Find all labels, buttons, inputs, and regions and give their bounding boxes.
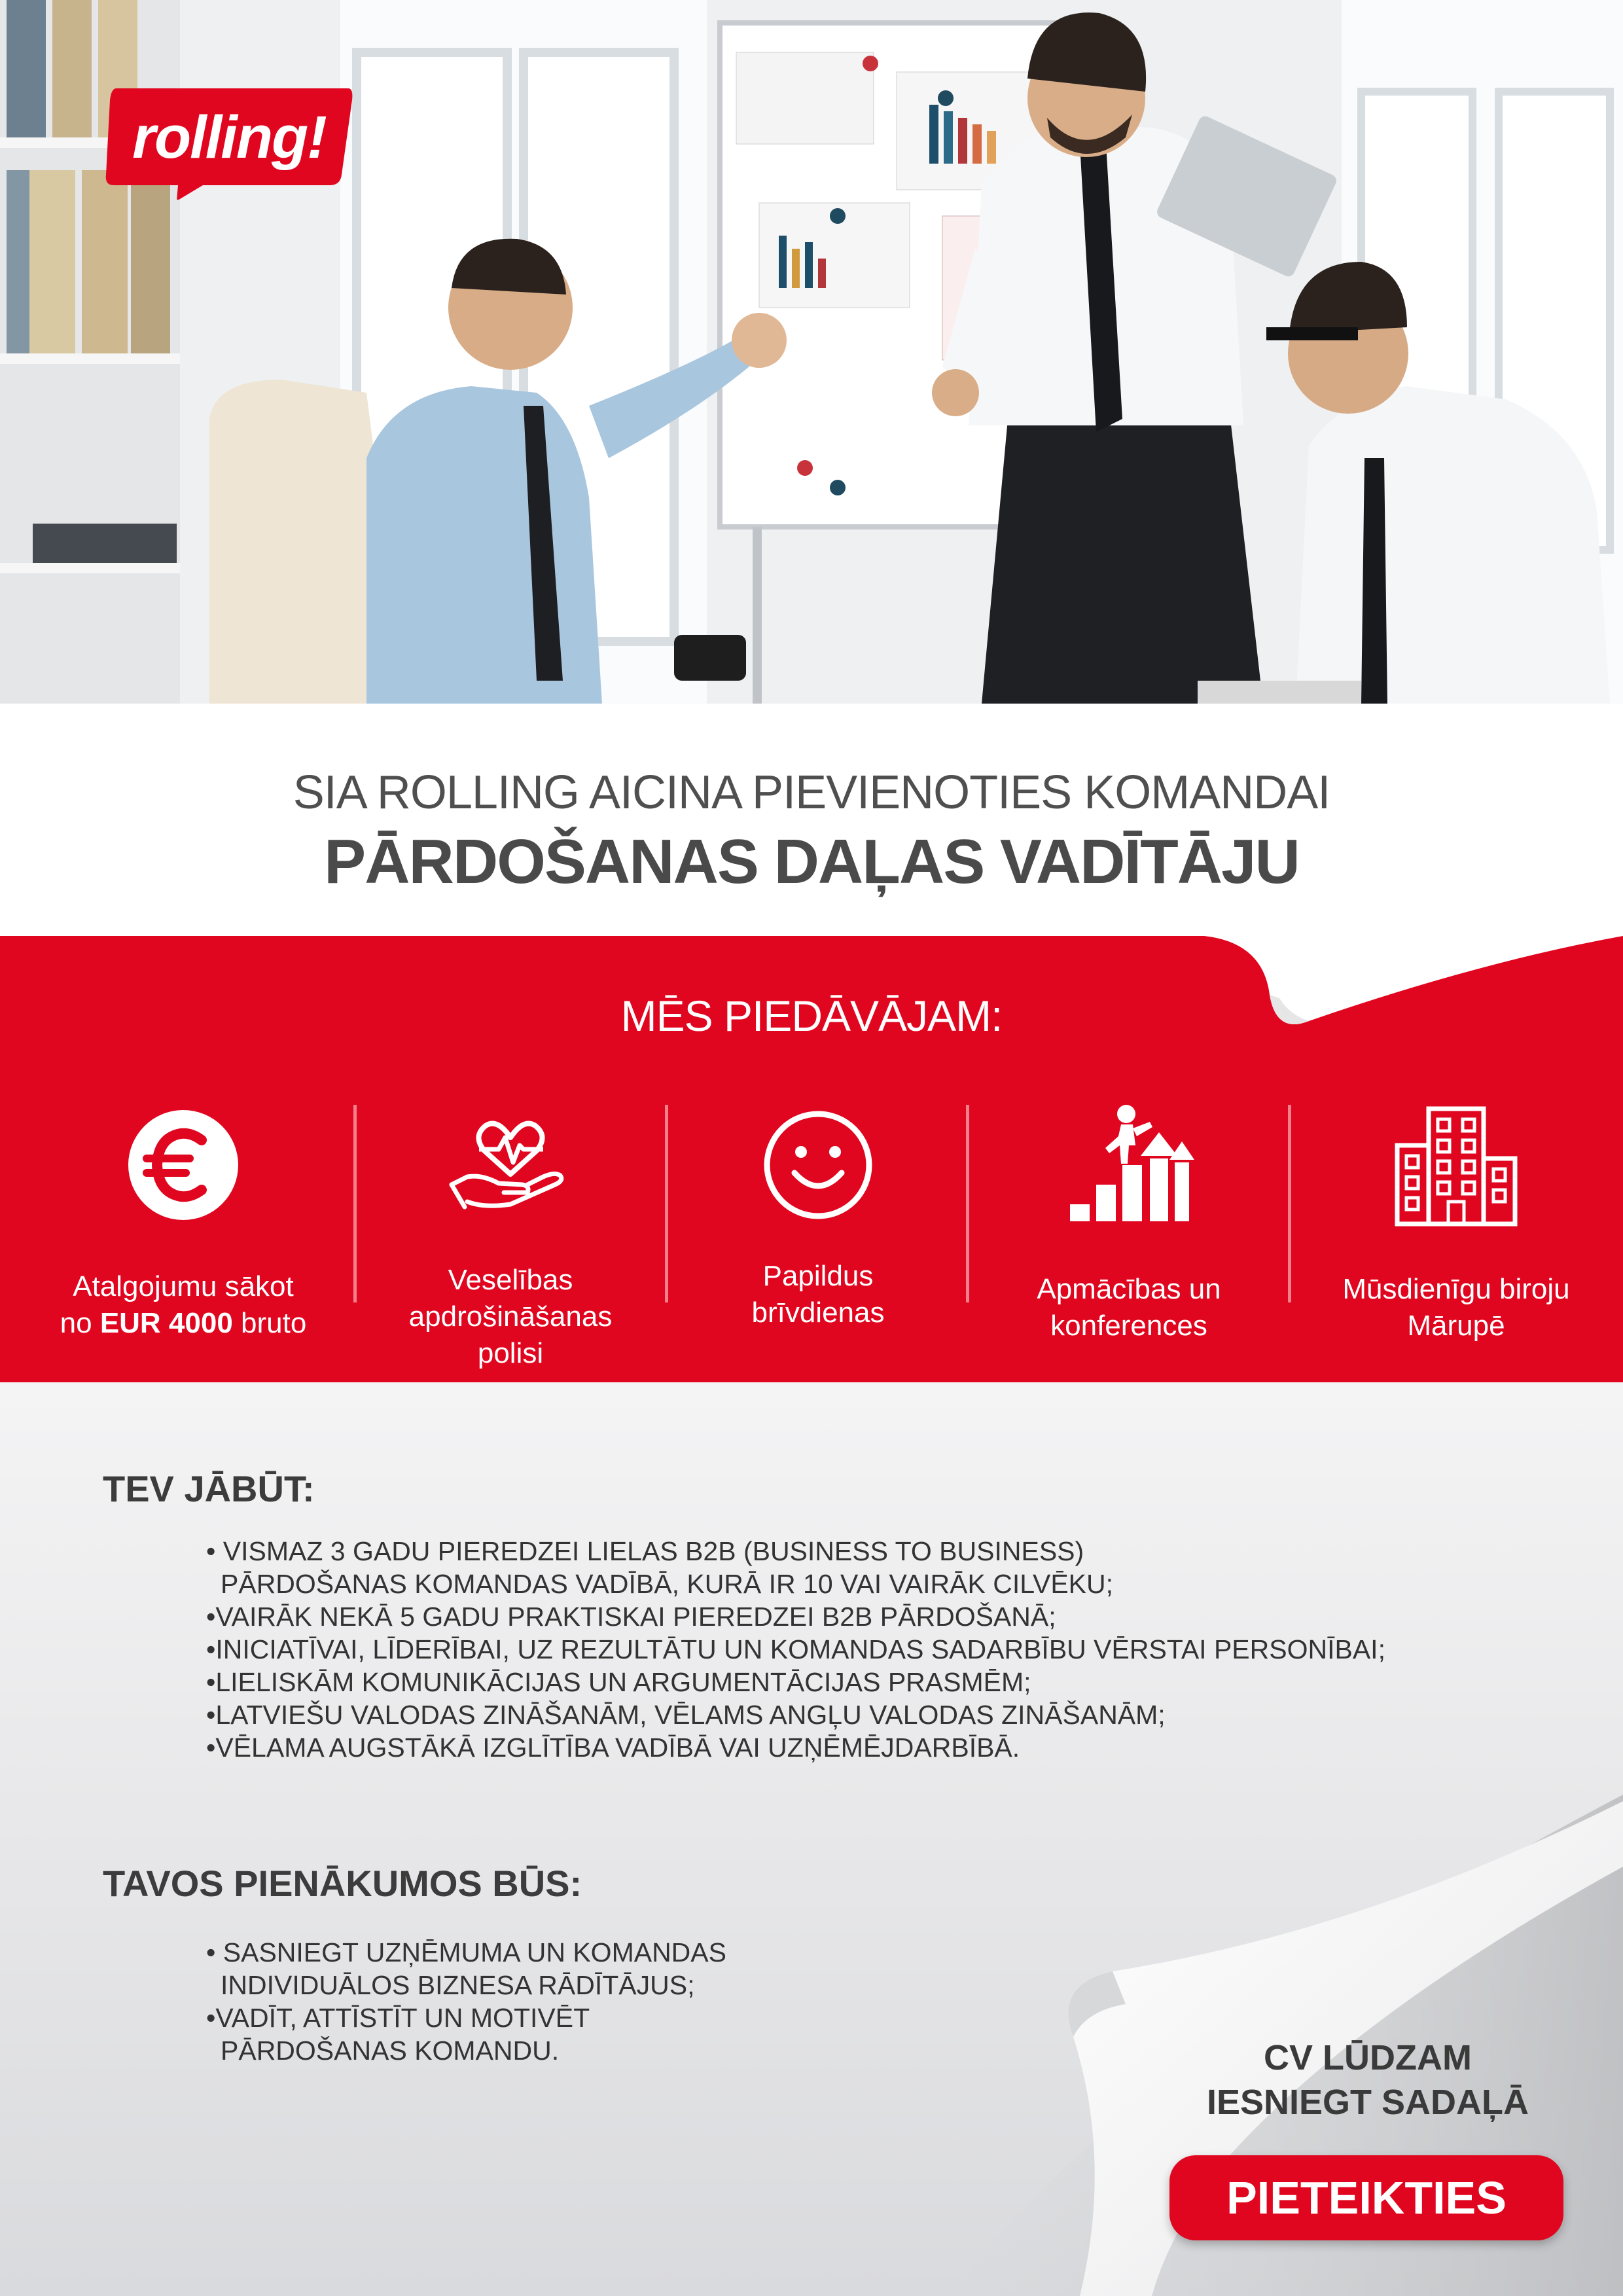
duties-heading: TAVOS PIENĀKUMOS BŪS: <box>103 1863 582 1904</box>
benefit-office-label: Mūsdienīgu biroju Mārupē <box>1342 1273 1570 1342</box>
logo-text: rolling! <box>132 103 326 171</box>
list-item: •VAIRĀK NEKĀ 5 GADU PRAKTISKAI PIEREDZEI B2B PĀRDOŠANĀ; <box>206 1602 1056 1632</box>
benefit-divider <box>1288 1105 1291 1302</box>
hero-photo <box>0 0 1623 704</box>
benefit-divider <box>966 1105 969 1302</box>
health-insurance-icon <box>445 1086 576 1217</box>
list-item: INDIVIDUĀLOS BIZNESA RĀDĪTĀJUS; <box>221 1970 695 2000</box>
list-item: •VADĪT, ATTĪSTĪT UN MOTIVĒT <box>206 2003 590 2033</box>
requirements-list <box>206 1535 1385 1764</box>
benefit-days-off <box>674 1100 962 1361</box>
list-item: PĀRDOŠANAS KOMANDAS VADĪBĀ, KURĀ IR 10 VAI VAIRĀK CILVĒKU; <box>221 1569 1114 1599</box>
growth-stairs-icon <box>1063 1100 1194 1230</box>
list-item: • VISMAZ 3 GADU PIEREDZEI LIELAS B2B (BUSINESS TO BUSINESS) <box>206 1536 1084 1566</box>
rolling-logo <box>105 88 353 200</box>
list-item: •VĒLAMA AUGSTĀKĀ IZGLĪTĪBA VADĪBĀ VAI UZŅĒMĒJDARBĪBĀ. <box>206 1732 1020 1763</box>
benefit-training <box>975 1100 1283 1361</box>
requirements-heading: TEV JĀBŪT: <box>103 1468 315 1509</box>
euro-icon <box>118 1100 249 1230</box>
duties-list <box>206 1936 726 2067</box>
benefit-health <box>366 1086 654 1369</box>
list-item: •LIELISKĀM KOMUNIKĀCIJAS UN ARGUMENTĀCIJAS PRASMĒM; <box>206 1667 1031 1697</box>
benefit-divider <box>665 1105 668 1302</box>
benefit-training-label: Apmācības un konferences <box>1037 1273 1221 1342</box>
office-building-icon <box>1391 1100 1522 1230</box>
benefit-health-label: Veselības apdrošināšanas polisi <box>408 1264 613 1369</box>
intro-heading: SIA ROLLING AICINA PIEVIENOTIES KOMANDAI <box>293 766 1330 819</box>
position-title: PĀRDOŠANAS DAĻAS VADĪTĀJU <box>324 827 1299 897</box>
list-item: •INICIATĪVAI, LĪDERĪBAI, UZ REZULTĀTU UN KOMANDAS SADARBĪBU VĒRSTAI PERSONĪBAI; <box>206 1634 1385 1664</box>
benefit-salary <box>26 1100 340 1361</box>
list-item: PĀRDOŠANAS KOMANDU. <box>221 2036 560 2066</box>
list-item: • SASNIEGT UZŅĒMUMA UN KOMANDAS <box>206 1937 726 1967</box>
benefit-office <box>1302 1100 1610 1361</box>
cv-instruction: CV LŪDZAM IESNIEGT SADAĻĀ <box>1206 2038 1529 2122</box>
apply-button[interactable]: PIETEIKTIES <box>1169 2155 1563 2240</box>
smiley-icon <box>753 1100 883 1230</box>
list-item: •LATVIEŠU VALODAS ZINĀŠANĀM, VĒLAMS ANGĻU VALODAS ZINĀŠANĀM; <box>206 1700 1166 1730</box>
benefit-divider <box>353 1105 357 1302</box>
benefit-days-off-label: Papildus brīvdienas <box>751 1260 885 1329</box>
offers-title: MĒS PIEDĀVĀJAM: <box>620 992 1003 1040</box>
benefit-salary-label: Atalgojumu sākot no EUR 4000 bruto <box>60 1270 307 1339</box>
offers-band <box>0 936 1623 1382</box>
